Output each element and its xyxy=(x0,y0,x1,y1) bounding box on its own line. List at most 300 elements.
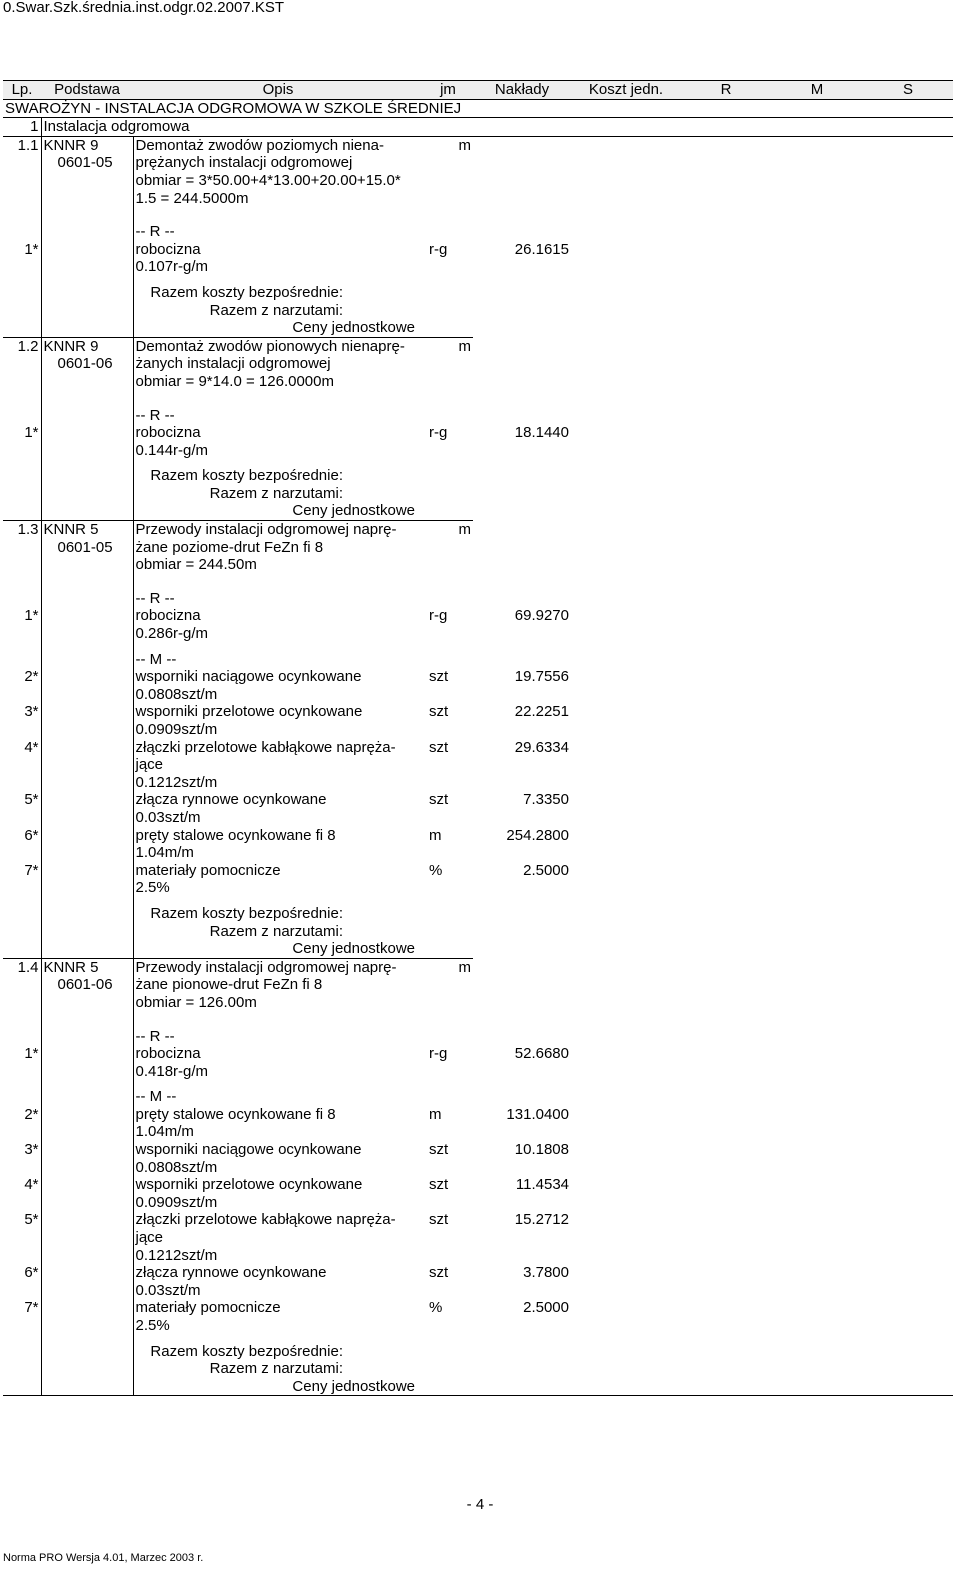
empty-cell xyxy=(771,574,863,590)
empty-cell xyxy=(133,276,423,284)
resource-line: złącza rynnowe ocynkowane xyxy=(135,791,327,809)
resource-number: 3* xyxy=(3,1141,41,1176)
empty-cell xyxy=(863,424,953,459)
empty-cell xyxy=(3,223,41,241)
empty-cell xyxy=(3,1012,41,1028)
resource-line: 0.1212szt/m xyxy=(135,773,218,791)
resource-line: 1.04m/m xyxy=(135,1123,194,1141)
empty-cell xyxy=(681,703,771,738)
empty-cell xyxy=(681,1045,771,1080)
empty-cell xyxy=(771,1360,863,1378)
empty-cell xyxy=(473,1343,571,1361)
totals-label: Razem z narzutami: xyxy=(209,484,343,502)
resource-quantity: 18.1440 xyxy=(514,424,569,442)
empty-cell xyxy=(473,1088,571,1106)
empty-cell xyxy=(571,923,681,941)
empty-cell xyxy=(681,459,771,467)
empty-cell xyxy=(473,467,571,485)
resource-line: wsporniki przelotowe ocynkowane xyxy=(135,1176,363,1194)
resource-number: 4* xyxy=(3,1176,41,1211)
empty-cell xyxy=(681,1012,771,1028)
position-number: 1.4 xyxy=(3,958,41,1011)
resource-quantity: 3.7800 xyxy=(523,1264,569,1282)
empty-cell xyxy=(473,521,571,574)
empty-cell xyxy=(41,207,133,223)
empty-cell xyxy=(571,407,681,425)
position-row xyxy=(3,337,953,390)
resource-number: 5* xyxy=(3,791,41,826)
resource-line: materiały pomocnicze xyxy=(135,861,281,879)
empty-cell xyxy=(863,1176,953,1211)
totals-label: Ceny jednostkowe xyxy=(292,502,415,520)
empty-cell xyxy=(41,1028,133,1046)
empty-cell xyxy=(681,1211,771,1264)
description-line: obmiar = 126.00m xyxy=(135,993,257,1011)
empty-cell xyxy=(681,1335,771,1343)
position-basis xyxy=(41,521,133,574)
resource-quantity: 15.2712 xyxy=(514,1211,569,1229)
resource-line: 0.144r-g/m xyxy=(135,441,209,459)
empty-cell xyxy=(863,302,953,320)
empty-cell xyxy=(473,958,571,1011)
totals-row xyxy=(3,467,953,485)
empty-cell xyxy=(41,827,133,862)
empty-cell xyxy=(423,459,473,467)
empty-cell xyxy=(41,1264,133,1299)
resource-quantity: 254.2800 xyxy=(506,826,569,844)
empty-cell xyxy=(41,391,133,407)
empty-cell xyxy=(473,502,571,520)
empty-cell xyxy=(3,1080,41,1088)
description-line: żane poziome-drut FeZn fi 8 xyxy=(135,538,324,556)
empty-cell xyxy=(423,391,473,407)
empty-cell xyxy=(863,1378,953,1396)
totals-row xyxy=(3,502,953,520)
resource-number: 2* xyxy=(3,668,41,703)
empty-cell xyxy=(473,1378,571,1396)
resource-line: pręty stalowe ocynkowane fi 8 xyxy=(135,1105,336,1123)
resource-line: 0.03szt/m xyxy=(135,808,201,826)
resource-unit: szt xyxy=(429,738,449,756)
resource-unit: szt xyxy=(429,791,449,809)
empty-cell xyxy=(571,1176,681,1211)
description-line: 1.5 = 244.5000m xyxy=(135,189,249,207)
empty-cell xyxy=(771,1343,863,1361)
position-basis xyxy=(41,337,133,390)
empty-cell xyxy=(41,1343,133,1361)
empty-cell xyxy=(41,791,133,826)
resource-unit: r-g xyxy=(429,607,448,625)
subsection-number: 1 xyxy=(3,118,41,137)
resource-unit: szt xyxy=(429,1176,449,1194)
empty-cell xyxy=(41,1012,133,1028)
empty-cell xyxy=(571,1028,681,1046)
totals-row xyxy=(3,302,953,320)
description-line: obmiar = 3*50.00+4*13.00+20.00+15.0* xyxy=(135,171,401,189)
empty-cell xyxy=(571,1299,681,1334)
resource-row xyxy=(3,668,953,703)
totals-row xyxy=(3,485,953,503)
empty-cell xyxy=(681,485,771,503)
empty-cell xyxy=(571,827,681,862)
empty-cell xyxy=(3,1088,41,1106)
resource-number: 6* xyxy=(3,1264,41,1299)
empty-cell xyxy=(681,1176,771,1211)
empty-cell xyxy=(681,958,771,1011)
header-jm: jm xyxy=(423,81,473,100)
empty-cell xyxy=(423,276,473,284)
empty-cell xyxy=(41,905,133,923)
resource-quantity: 26.1615 xyxy=(514,240,569,258)
basis-catalog: KNNR 5 xyxy=(43,958,99,976)
empty-cell xyxy=(133,574,423,590)
resource-number: 1* xyxy=(3,607,41,642)
resource-name xyxy=(133,791,423,826)
position-unit: m xyxy=(423,337,473,390)
empty-cell xyxy=(571,668,681,703)
resource-unit: szt xyxy=(429,1264,449,1282)
resource-line: jące xyxy=(135,1229,164,1247)
empty-cell xyxy=(681,1106,771,1141)
empty-cell xyxy=(133,1335,423,1343)
cost-estimate-table xyxy=(3,80,953,1396)
resource-name xyxy=(133,1211,423,1264)
resource-number: 5* xyxy=(3,1211,41,1264)
empty-cell xyxy=(771,502,863,520)
empty-cell xyxy=(133,1012,423,1028)
empty-cell xyxy=(771,940,863,958)
empty-cell xyxy=(681,940,771,958)
resource-name xyxy=(133,862,423,897)
empty-cell xyxy=(3,590,41,608)
resource-row xyxy=(3,791,953,826)
empty-cell xyxy=(681,862,771,897)
resource-unit: % xyxy=(429,861,443,879)
empty-cell xyxy=(681,923,771,941)
empty-cell xyxy=(681,827,771,862)
resource-quantity: 10.1808 xyxy=(514,1141,569,1159)
page-number: - 4 - xyxy=(466,1496,494,1513)
resource-unit: r-g xyxy=(429,424,448,442)
resource-number: 1* xyxy=(3,424,41,459)
empty-cell xyxy=(771,862,863,897)
resource-name xyxy=(133,1045,423,1080)
empty-cell xyxy=(771,1088,863,1106)
resource-name xyxy=(133,668,423,703)
empty-cell xyxy=(571,1335,681,1343)
empty-cell xyxy=(423,574,473,590)
resource-name xyxy=(133,1141,423,1176)
empty-cell xyxy=(771,136,863,207)
position-number: 1.1 xyxy=(3,136,41,207)
empty-cell xyxy=(3,207,41,223)
empty-cell xyxy=(41,897,133,905)
empty-cell xyxy=(771,1176,863,1211)
resource-line: materiały pomocnicze xyxy=(135,1299,281,1317)
empty-cell xyxy=(41,502,133,520)
empty-cell xyxy=(771,1299,863,1334)
position-row xyxy=(3,521,953,574)
empty-cell xyxy=(571,302,681,320)
spacer-row xyxy=(3,643,953,651)
empty-cell xyxy=(863,703,953,738)
section-title-row xyxy=(3,99,953,118)
empty-cell xyxy=(571,1264,681,1299)
resource-unit: m xyxy=(429,1105,442,1123)
header-koszt: Koszt jedn. xyxy=(571,81,681,100)
empty-cell xyxy=(473,319,571,337)
empty-cell xyxy=(771,459,863,467)
resource-quantity: 19.7556 xyxy=(514,668,569,686)
empty-cell xyxy=(681,521,771,574)
empty-cell xyxy=(681,241,771,276)
empty-cell xyxy=(771,1012,863,1028)
totals-label: Razem koszty bezpośrednie: xyxy=(150,904,343,922)
resource-line: 0.286r-g/m xyxy=(135,625,209,643)
empty-cell xyxy=(571,467,681,485)
group-label-row xyxy=(3,590,953,608)
resource-unit: r-g xyxy=(429,1045,448,1063)
empty-cell xyxy=(681,897,771,905)
empty-cell xyxy=(771,1080,863,1088)
resource-row xyxy=(3,1106,953,1141)
group-label: -- M -- xyxy=(135,1088,177,1106)
empty-cell xyxy=(863,827,953,862)
empty-cell xyxy=(681,276,771,284)
empty-cell xyxy=(771,424,863,459)
description-line: Demontaż zwodów poziomych niena- xyxy=(135,136,384,154)
basis-code: 0601-06 xyxy=(57,976,113,994)
empty-cell xyxy=(41,1176,133,1211)
header-s: S xyxy=(863,81,953,100)
empty-cell xyxy=(41,940,133,958)
totals-label: Razem z narzutami: xyxy=(209,301,343,319)
empty-cell xyxy=(423,1360,473,1378)
empty-cell xyxy=(41,485,133,503)
empty-cell xyxy=(133,1080,423,1088)
empty-cell xyxy=(473,905,571,923)
empty-cell xyxy=(41,1335,133,1343)
resource-line: 0.0909szt/m xyxy=(135,721,218,738)
resource-line: robocizna xyxy=(135,1045,201,1063)
empty-cell xyxy=(41,1106,133,1141)
empty-cell xyxy=(3,302,41,320)
empty-cell xyxy=(681,607,771,642)
empty-cell xyxy=(571,1378,681,1396)
description-line: prężanych instalacji odgromowej xyxy=(135,154,353,172)
group-label: -- R -- xyxy=(135,589,175,607)
empty-cell xyxy=(41,574,133,590)
empty-cell xyxy=(571,940,681,958)
resource-quantity: 52.6680 xyxy=(514,1045,569,1063)
empty-cell xyxy=(771,651,863,669)
empty-cell xyxy=(133,207,423,223)
basis-catalog: KNNR 9 xyxy=(43,136,99,154)
resource-line: złączki przelotowe kabłąkowe napręża- xyxy=(135,1211,396,1229)
empty-cell xyxy=(681,1141,771,1176)
empty-cell xyxy=(571,502,681,520)
empty-cell xyxy=(3,1343,41,1361)
empty-cell xyxy=(423,923,473,941)
empty-cell xyxy=(473,923,571,941)
empty-cell xyxy=(571,1012,681,1028)
empty-cell xyxy=(423,940,473,958)
empty-cell xyxy=(423,905,473,923)
empty-cell xyxy=(423,1028,473,1046)
empty-cell xyxy=(771,1211,863,1264)
empty-cell xyxy=(423,302,473,320)
group-label: -- R -- xyxy=(135,1027,175,1045)
empty-cell xyxy=(863,223,953,241)
empty-cell xyxy=(681,590,771,608)
empty-cell xyxy=(771,1045,863,1080)
empty-cell xyxy=(423,502,473,520)
empty-cell xyxy=(423,1378,473,1396)
empty-cell xyxy=(571,521,681,574)
resource-unit: szt xyxy=(429,1211,449,1229)
subsection-title: Instalacja odgromowa xyxy=(41,118,953,137)
resource-name xyxy=(133,827,423,862)
resource-row xyxy=(3,607,953,642)
empty-cell xyxy=(863,467,953,485)
empty-cell xyxy=(771,284,863,302)
empty-cell xyxy=(133,391,423,407)
empty-cell xyxy=(771,337,863,390)
empty-cell xyxy=(571,223,681,241)
resource-quantity: 2.5000 xyxy=(523,861,569,879)
empty-cell xyxy=(771,897,863,905)
empty-cell xyxy=(571,1088,681,1106)
empty-cell xyxy=(681,391,771,407)
empty-cell xyxy=(41,739,133,792)
empty-cell xyxy=(863,407,953,425)
empty-cell xyxy=(681,207,771,223)
resource-row xyxy=(3,703,953,738)
empty-cell xyxy=(423,223,473,241)
empty-cell xyxy=(863,521,953,574)
resource-line: 2.5% xyxy=(135,1317,170,1334)
empty-cell xyxy=(863,897,953,905)
empty-cell xyxy=(423,284,473,302)
totals-label: Razem z narzutami: xyxy=(209,922,343,940)
empty-cell xyxy=(571,276,681,284)
empty-cell xyxy=(473,136,571,207)
totals-label: Ceny jednostkowe xyxy=(292,319,415,337)
position-basis xyxy=(41,958,133,1011)
resource-quantity: 22.2251 xyxy=(514,703,569,721)
totals-row xyxy=(3,1378,953,1396)
empty-cell xyxy=(473,284,571,302)
header-m: M xyxy=(771,81,863,100)
empty-cell xyxy=(3,1028,41,1046)
empty-cell xyxy=(681,319,771,337)
empty-cell xyxy=(41,703,133,738)
empty-cell xyxy=(771,643,863,651)
empty-cell xyxy=(681,407,771,425)
resource-line: 0.107r-g/m xyxy=(135,258,209,276)
empty-cell xyxy=(863,1299,953,1334)
empty-cell xyxy=(473,391,571,407)
empty-cell xyxy=(571,574,681,590)
resource-name xyxy=(133,1106,423,1141)
empty-cell xyxy=(571,459,681,467)
empty-cell xyxy=(473,651,571,669)
empty-cell xyxy=(771,668,863,703)
empty-cell xyxy=(863,502,953,520)
spacer-row xyxy=(3,897,953,905)
basis-catalog: KNNR 9 xyxy=(43,337,99,355)
empty-cell xyxy=(681,1360,771,1378)
empty-cell xyxy=(863,485,953,503)
empty-cell xyxy=(571,651,681,669)
empty-cell xyxy=(41,643,133,651)
empty-cell xyxy=(863,1012,953,1028)
resource-unit: % xyxy=(429,1299,443,1317)
totals-row xyxy=(3,284,953,302)
empty-cell xyxy=(423,643,473,651)
empty-cell xyxy=(133,459,423,467)
resource-row xyxy=(3,827,953,862)
empty-cell xyxy=(863,607,953,642)
empty-cell xyxy=(473,302,571,320)
resource-row xyxy=(3,241,953,276)
empty-cell xyxy=(571,739,681,792)
resource-quantity: 11.4534 xyxy=(515,1176,569,1194)
resource-row xyxy=(3,1045,953,1080)
empty-cell xyxy=(41,407,133,425)
empty-cell xyxy=(771,276,863,284)
empty-cell xyxy=(571,1106,681,1141)
empty-cell xyxy=(571,1045,681,1080)
empty-cell xyxy=(423,207,473,223)
empty-cell xyxy=(681,424,771,459)
position-description xyxy=(133,958,423,1011)
empty-cell xyxy=(3,905,41,923)
resource-line: wsporniki naciągowe ocynkowane xyxy=(135,1141,362,1159)
empty-cell xyxy=(571,643,681,651)
resource-name xyxy=(133,1176,423,1211)
empty-cell xyxy=(423,590,473,608)
empty-cell xyxy=(863,1088,953,1106)
resource-number: 7* xyxy=(3,1299,41,1334)
spacer-row xyxy=(3,391,953,407)
resource-row xyxy=(3,424,953,459)
spacer-row xyxy=(3,574,953,590)
description-line: Demontaż zwodów pionowych nienaprę- xyxy=(135,337,405,355)
empty-cell xyxy=(41,1045,133,1080)
totals-row xyxy=(3,905,953,923)
empty-cell xyxy=(473,223,571,241)
resource-name xyxy=(133,703,423,738)
empty-cell xyxy=(771,207,863,223)
resource-name xyxy=(133,1299,423,1334)
empty-cell xyxy=(571,284,681,302)
totals-row xyxy=(3,1343,953,1361)
empty-cell xyxy=(473,1335,571,1343)
header-r: R xyxy=(681,81,771,100)
totals-label: Razem z narzutami: xyxy=(209,1360,343,1378)
empty-cell xyxy=(571,207,681,223)
empty-cell xyxy=(863,1335,953,1343)
empty-cell xyxy=(771,1264,863,1299)
empty-cell xyxy=(863,958,953,1011)
empty-cell xyxy=(423,1012,473,1028)
empty-cell xyxy=(571,1141,681,1176)
empty-cell xyxy=(771,739,863,792)
resource-unit: r-g xyxy=(429,240,448,258)
resource-number: 1* xyxy=(3,241,41,276)
empty-cell xyxy=(423,485,473,503)
